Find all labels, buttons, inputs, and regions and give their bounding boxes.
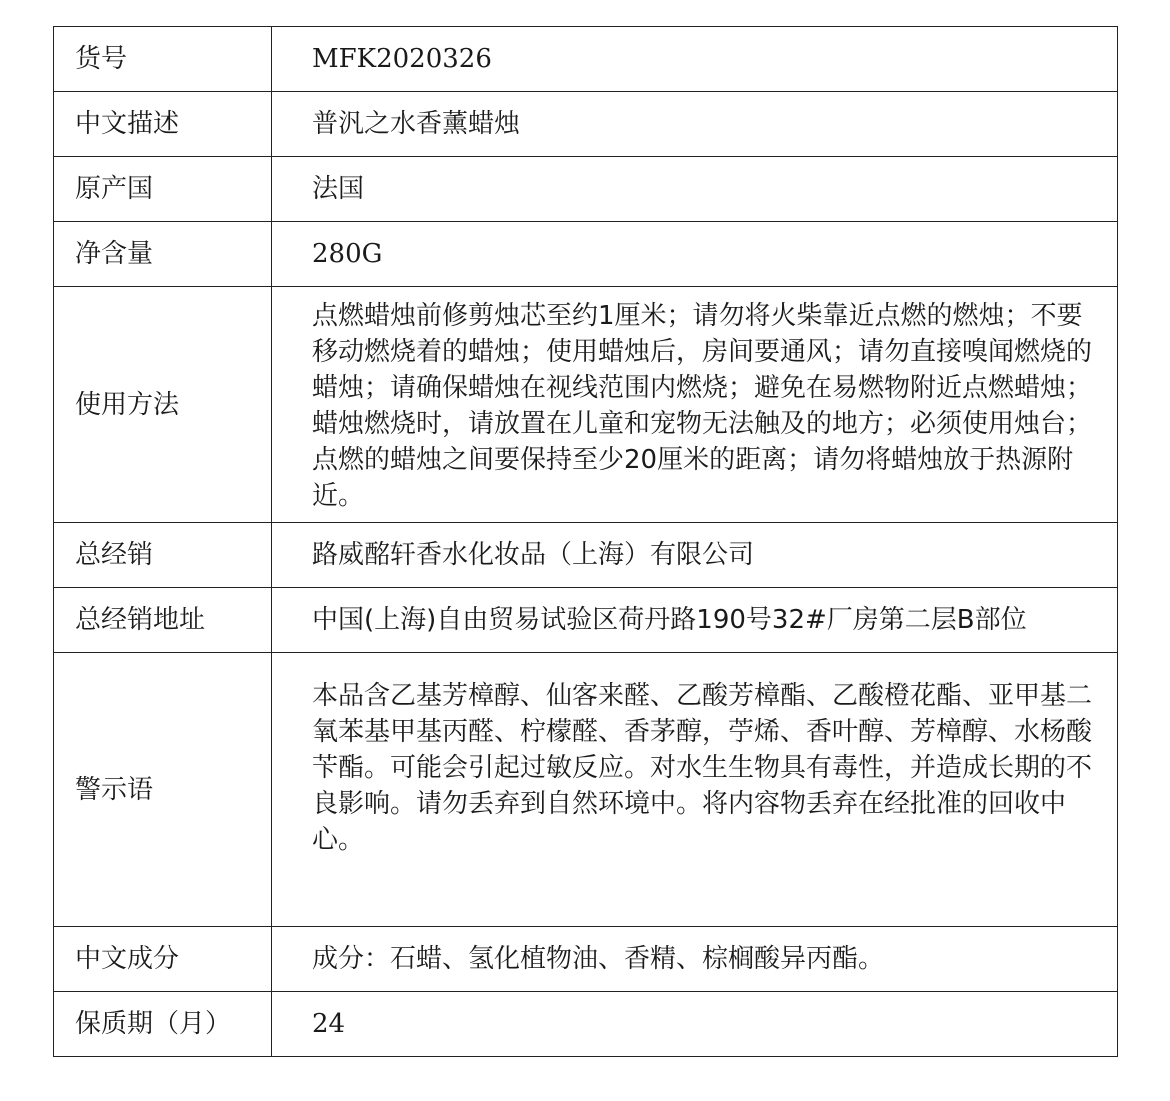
row-distributor bbox=[54, 523, 1118, 588]
value-warning-cell bbox=[272, 653, 1118, 927]
label-warning: 警示语 bbox=[54, 653, 272, 927]
value-shelf-life: 24 bbox=[272, 992, 1118, 1057]
row-ingredients bbox=[54, 927, 1118, 992]
row-shelf-life bbox=[54, 992, 1118, 1057]
row-item-number bbox=[54, 27, 1118, 92]
row-usage bbox=[54, 287, 1118, 523]
row-net-content bbox=[54, 222, 1118, 287]
row-distributor-address bbox=[54, 588, 1118, 653]
label-distributor-address: 总经销地址 bbox=[54, 588, 272, 653]
value-distributor: 路威酩轩香水化妆品（上海）有限公司 bbox=[272, 523, 1118, 588]
row-country-of-origin bbox=[54, 157, 1118, 222]
value-usage: 点燃蜡烛前修剪烛芯至约1厘米；请勿将火柴靠近点燃的燃烛；不要移动燃烧着的蜡烛；使用蜡烛后，房间要通风；请勿直接嗅闻燃烧的蜡烛；请确保蜡烛在视线范围内燃烧；避免在易燃物附近点燃蜡烛；蜡烛燃烧时，请放置在儿童和宠物无法触及的地方；必须使用烛台；点燃的蜡烛之间要保持至少20厘米的距离；请勿将蜡烛放于热源附近。 bbox=[312, 300, 1093, 511]
label-item-number: 货号 bbox=[54, 27, 272, 92]
value-net-content: 280G bbox=[272, 222, 1118, 287]
label-usage: 使用方法 bbox=[54, 287, 272, 523]
value-distributor-address: 中国(上海)自由贸易试验区荷丹路190号32#厂房第二层B部位 bbox=[272, 588, 1118, 653]
label-distributor: 总经销 bbox=[54, 523, 272, 588]
label-net-content: 净含量 bbox=[54, 222, 272, 287]
row-chinese-description bbox=[54, 92, 1118, 157]
value-usage-cell bbox=[272, 287, 1118, 523]
label-ingredients: 中文成分 bbox=[54, 927, 272, 992]
label-chinese-description: 中文描述 bbox=[54, 92, 272, 157]
label-country-of-origin: 原产国 bbox=[54, 157, 272, 222]
value-ingredients: 成分：石蜡、氢化植物油、香精、棕榈酸异丙酯。 bbox=[272, 927, 1118, 992]
value-item-number: MFK2020326 bbox=[272, 27, 1118, 92]
product-info-table bbox=[53, 26, 1118, 1057]
label-shelf-life: 保质期（月） bbox=[54, 992, 272, 1057]
value-warning: 本品含乙基芳樟醇、仙客来醛、乙酸芳樟酯、乙酸橙花酯、亚甲基二氧苯基甲基丙醛、柠檬醛、香茅醇，苧烯、香叶醇、芳樟醇、水杨酸苄酯。可能会引起过敏反应。对水生生物具有毒性，并造成长期的不良影响。请勿丢弃到自然环境中。将内容物丢弃在经批准的回收中心。 bbox=[312, 680, 1093, 855]
value-chinese-description: 普汎之水香薰蜡烛 bbox=[272, 92, 1118, 157]
row-warning bbox=[54, 653, 1118, 927]
value-country-of-origin: 法国 bbox=[272, 157, 1118, 222]
